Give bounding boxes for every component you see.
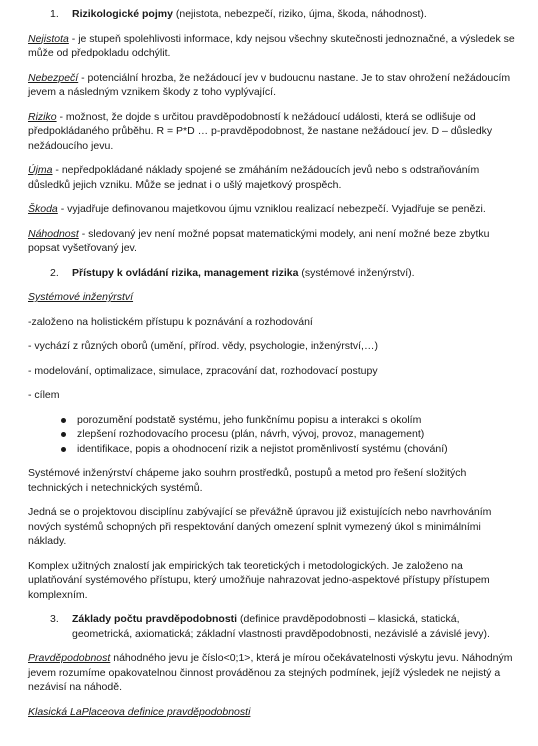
definition-text: - nepředpokládané náklady spojené se zmáháním nežádoucích jevů nebo s odstraňováním důsledků jejich vzniku. Může se jednat i o ušlý majetkový prospěch.	[28, 164, 480, 191]
list-item: identifikace, popis a ohodnocení rizik a nejistot proměnlivostí systému (chování)	[77, 442, 518, 457]
section-number: 2.	[50, 266, 59, 279]
definition-pravdepodobnost	[28, 651, 518, 695]
paragraph: Systémové inženýrství chápeme jako souhrn prostředků, postupů a metod pro řešení složitých technických i netechnických systémů.	[28, 467, 467, 494]
definition-skoda	[28, 202, 518, 217]
definition-term: Škoda	[28, 203, 58, 215]
definition-text: - vyjadřuje definovanou majetkovou újmu vzniklou realizací nebezpečí. Vyjadřuje se penězi.	[57, 203, 486, 215]
definition-text: - potenciální hrozba, že nežádoucí jev v budoucnu nastane. Je to stav ohrožení nežádoucím jevem a následným vznikem škody z toho vyplývající.	[28, 71, 511, 98]
text-line: - modelování, optimalizace, simulace, zpracování dat, rozhodovací postupy	[28, 364, 378, 377]
definition-term: Újma	[28, 164, 53, 176]
section-2-heading	[28, 266, 518, 281]
definition-nejistota	[28, 32, 518, 61]
definition-text: náhodného jevu je číslo<0;1>, která je mírou očekávatelnosti výskytu jevu. Náhodným jevem rozumíme opakovatelnou činnost prováděnou za stejných podmínek, jejíž výsledek ne nejistý a nezávisí na náhodě.	[28, 652, 513, 693]
definition-nahodnost	[28, 227, 518, 256]
subsection-heading: Klasická LaPlaceova definice pravděpodobnosti	[28, 705, 251, 718]
list-item: zlepšení rozhodovacího procesu (plán, návrh, vývoj, provoz, management)	[77, 427, 518, 442]
subsection-heading: Systémové inženýrství	[28, 291, 134, 303]
section-number: 1.	[50, 8, 59, 20]
section-title: Přístupy k ovládání rizika, management rizika	[72, 266, 299, 279]
list-item: porozumění podstatě systému, jeho funkčnímu popisu a interakci s okolím	[77, 413, 518, 428]
definition-text: - sledovaný jev není možné popsat matematickými modely, ani není možné beze zbytku popsat vyšetřovaný jev.	[28, 227, 490, 254]
text-line: - vychází z různých oborů (umění, přírod. vědy, psychologie, inženýrství,…)	[28, 340, 378, 352]
goal-list	[28, 413, 518, 457]
definition-term: Nebezpečí	[28, 71, 79, 84]
definition-text: - možnost, že dojde s určitou pravděpodobností k nežádoucí události, která se odlišuje od předpokládaného průběhu. R = P*D … p-pravděpodobnost, že nastane nežádoucí jev. D – důsledky nežádoucího jevu.	[28, 110, 493, 152]
text-line: -založeno na holistickém přístupu k poznávání a rozhodování	[28, 315, 313, 328]
section-subtitle: (systémové inženýrství).	[298, 266, 415, 279]
paragraph: Komplex užitných znalostí jak empirických tak teoretických i metodologických. Je založeno na uplatňování systémového přístupu, který umožňuje nahrazovat jedno-aspektové přístupy přístupem komplexním.	[28, 559, 490, 601]
definition-term: Pravděpodobnost	[28, 652, 111, 664]
section-number: 3.	[50, 613, 59, 625]
definition-ujma	[28, 163, 518, 192]
section-1-heading	[28, 7, 518, 22]
definition-nebezpeci	[28, 71, 518, 100]
definition-term: Náhodnost	[28, 227, 79, 240]
section-3-heading	[28, 612, 518, 641]
section-subtitle: (nejistota, nebezpečí, riziko, újma, škoda, náhodnost).	[172, 8, 427, 20]
section-subtitle: (definice pravděpodobnosti – klasická, statická, geometrická, axiomatická; základní vlastnosti pravděpodobnosti, nezávislé a závislé jevy).	[72, 613, 490, 640]
paragraph: Jedná se o projektovou disciplínu zabývající se převážně úpravou již existujících nebo navrhováním nových systémů schopných při respektování daných omezení splnit vymezený úkol s minimálními náklady.	[28, 506, 492, 547]
definition-term: Nejistota	[28, 32, 69, 45]
section-title: Rizikologické pojmy	[72, 8, 173, 20]
definition-riziko	[28, 110, 518, 154]
definition-term: Riziko	[28, 110, 57, 123]
section-title: Základy počtu pravděpodobnosti	[72, 613, 238, 625]
definition-text: - je stupeň spolehlivosti informace, kdy nejsou všechny skutečnosti jednoznačné, a výsledek se může od předpokladu odchýlit.	[28, 32, 515, 59]
text-line: - cílem	[28, 389, 60, 401]
